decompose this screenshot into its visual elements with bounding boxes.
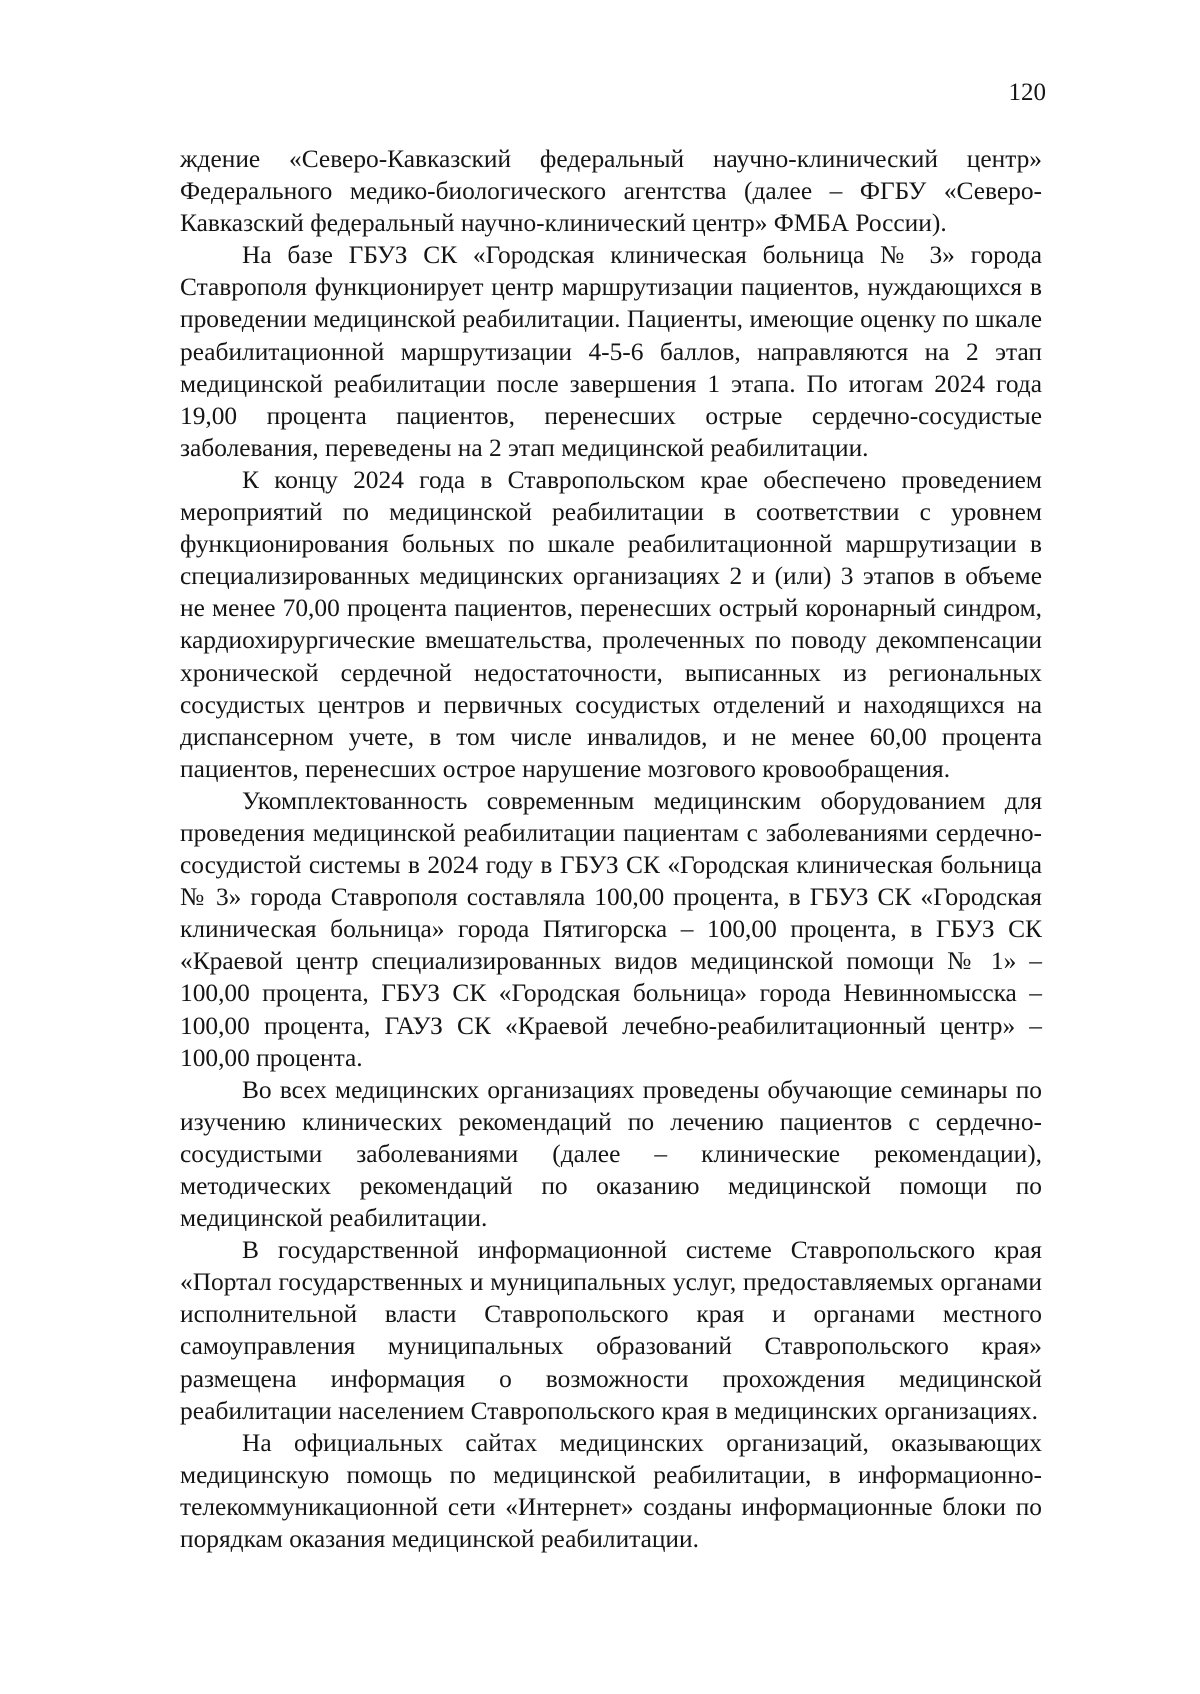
paragraph-equipment-staffing: Укомплектованность современным медицинским оборудованием для проведения медицинской реабилитации пациентам с заболеваниями сердечно-сосудистой системы в 2024 году в ГБУЗ СК «Городская клиническая больница № 3» города Ставрополя составляла 100,00 процента, в ГБУЗ СК «Городская клиническая больница» города Пятигорска – 100,00 процента, в ГБУЗ СК «Краевой центр специализированных видов медицинской помощи № 1» – 100,00 процента, ГБУЗ СК «Городская больница» города Невинномысска – 100,00 процента, ГАУЗ СК «Краевой лечебно-реабилитационный центр» – 100,00 процента. — [180, 786, 1042, 1072]
paragraph-continued: ждение «Северо-Кавказский федеральный научно-клинический центр» Федерального медико-биологического агентства (далее – ФГБУ «Северо-Кавказский федеральный научно-клинический центр» ФМБА России). — [180, 145, 1042, 238]
document-body — [180, 143, 1042, 1555]
page-number: 120 — [1008, 79, 1046, 106]
paragraph-training-seminars: Во всех медицинских организациях проведены обучающие семинары по изучению клинических рекомендаций по лечению пациентов с сердечно-сосудистыми заболеваниями (далее – клинические рекомендации), методических рекомендаций по оказанию медицинской помощи по медицинской реабилитации. — [180, 1075, 1042, 1233]
paragraph-rehabilitation-routing-center: На базе ГБУЗ СК «Городская клиническая больница № 3» города Ставрополя функционирует центр маршрутизации пациентов, нуждающихся в проведении медицинской реабилитации. Пациенты, имеющие оценку по шкале реабилитационной маршрутизации 4-5-6 баллов, направляются на 2 этап медицинской реабилитации после завершения 1 этапа. По итогам 2024 года 19,00 процента пациентов, перенесших острые сердечно-сосудистые заболевания, переведены на 2 этап медицинской реабилитации. — [180, 241, 1042, 462]
paragraph-rehabilitation-coverage: К концу 2024 года в Ставропольском крае обеспечено проведением мероприятий по медицинской реабилитации в соответствии с уровнем функционирования больных по шкале реабилитационной маршрутизации в специализированных медицинских организациях 2 и (или) 3 этапов в объеме не менее 70,00 процента пациентов, перенесших острый коронарный синдром, кардиохирургические вмешательства, пролеченных по поводу декомпенсации хронической сердечной недостаточности, выписанных из региональных сосудистых центров и первичных сосудистых отделений и находящихся на диспансерном учете, в том числе инвалидов, и не менее 60,00 процента пациентов, перенесших острое нарушение мозгового кровообращения. — [180, 465, 1042, 783]
paragraph-state-portal-info: В государственной информационной системе Ставропольского края «Портал государственных и муниципальных услуг, предоставляемых органами исполнительной власти Ставропольского края и органами местного самоуправления муниципальных образований Ставропольского края» размещена информация о возможности прохождения медицинской реабилитации населением Ставропольского края в медицинских организациях. — [180, 1236, 1042, 1425]
paragraph-official-websites: На официальных сайтах медицинских организаций, оказывающих медицинскую помощь по медицинской реабилитации, в информационно-телекоммуникационной сети «Интернет» созданы информационные блоки по порядкам оказания медицинской реабилитации. — [180, 1428, 1042, 1554]
